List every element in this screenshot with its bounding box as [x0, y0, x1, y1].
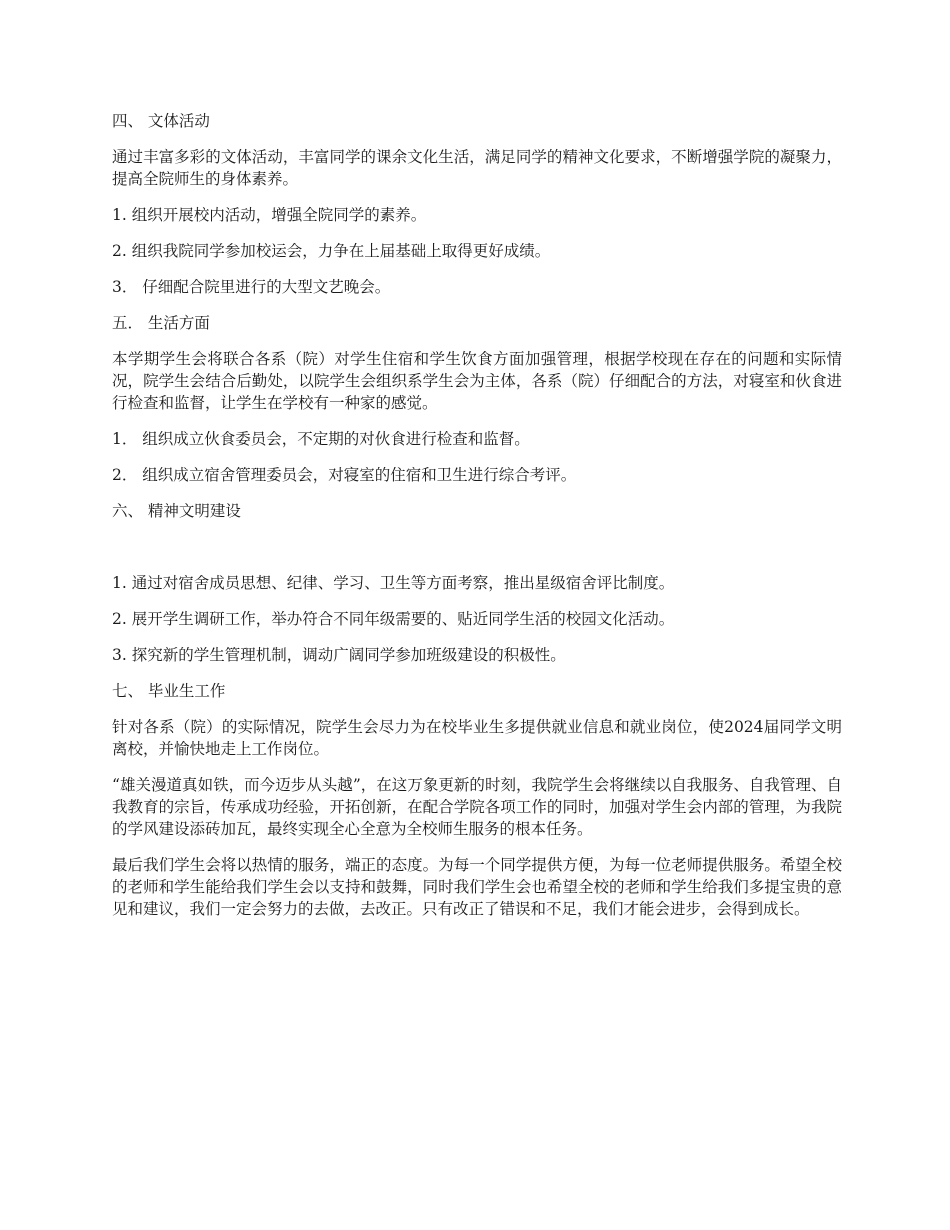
list-item-food-committee: 1． 组织成立伙食委员会，不定期的对伙食进行检查和监督。	[112, 430, 530, 448]
list-item-research: 2. 展开学生调研工作，举办符合不同年级需要的、贴近同学生活的校园文化活动。	[112, 610, 675, 628]
list-item-management-mechanism: 3. 探究新的学生管理机制，调动广阔同学参加班级建设的积极性。	[112, 646, 566, 664]
list-item-gala: 3． 仔细配合院里进行的大型文艺晚会。	[112, 278, 391, 296]
list-item-campus-activities: 1. 组织开展校内活动，增强全院同学的素养。	[112, 206, 427, 224]
paragraph-living-intro: 本学期学生会将联合各系（院）对学生住宿和学生饮食方面加强管理，根据学校现在存在的问题和实际情况，院学生会结合后勤处，以院学生会组织系学生会为主体，各系（院）仔细配合的方法，对寝室和伙食进行检查和监督，让学生在学校有一种家的感觉。	[112, 350, 842, 412]
section-heading-living: 五． 生活方面	[112, 314, 210, 332]
paragraph-culture-sports-intro: 通过丰富多彩的文体活动，丰富同学的课余文化生活，满足同学的精神文化要求，不断增强学院的凝聚力，提高全院师生的身体素养。	[112, 148, 842, 188]
list-item-star-dorm: 1. 通过对宿舍成员思想、纪律、学习、卫生等方面考察，推出星级宿舍评比制度。	[112, 574, 675, 592]
document-page	[112, 110, 842, 934]
section-heading-spiritual-civilization: 六、 精神文明建设	[112, 502, 241, 520]
paragraph-closing: 最后我们学生会将以热情的服务，端正的态度。为每一个同学提供方便，为每一位老师提供服务。希望全校的老师和学生能给我们学生会以支持和鼓舞，同时我们学生会也希望全校的老师和学生给我们多提宝贵的意见和建议，我们一定会努力的去做，去改正。只有改正了错误和不足，我们才能会进步，会得到成长。	[112, 856, 842, 918]
section-heading-graduates: 七、 毕业生工作	[112, 682, 226, 700]
section-heading-culture-sports: 四、 文体活动	[112, 112, 210, 130]
blank-space	[112, 536, 842, 572]
list-item-dorm-committee: 2． 组织成立宿舍管理委员会，对寝室的住宿和卫生进行综合考评。	[112, 466, 577, 484]
paragraph-motto: “雄关漫道真如铁，而今迈步从头越”，在这万象更新的时刻，我院学生会将继续以自我服务、自我管理、自我教育的宗旨，传承成功经验，开拓创新，在配合学院各项工作的同时，加强对学生会内部的管理，为我院的学风建设添砖加瓦，最终实现全心全意为全校师生服务的根本任务。	[112, 776, 842, 838]
list-item-sports-meet: 2. 组织我院同学参加校运会，力争在上届基础上取得更好成绩。	[112, 242, 551, 260]
paragraph-graduates: 针对各系（院）的实际情况，院学生会尽力为在校毕业生多提供就业信息和就业岗位，使2024届同学文明离校，并愉快地走上工作岗位。	[112, 718, 842, 758]
